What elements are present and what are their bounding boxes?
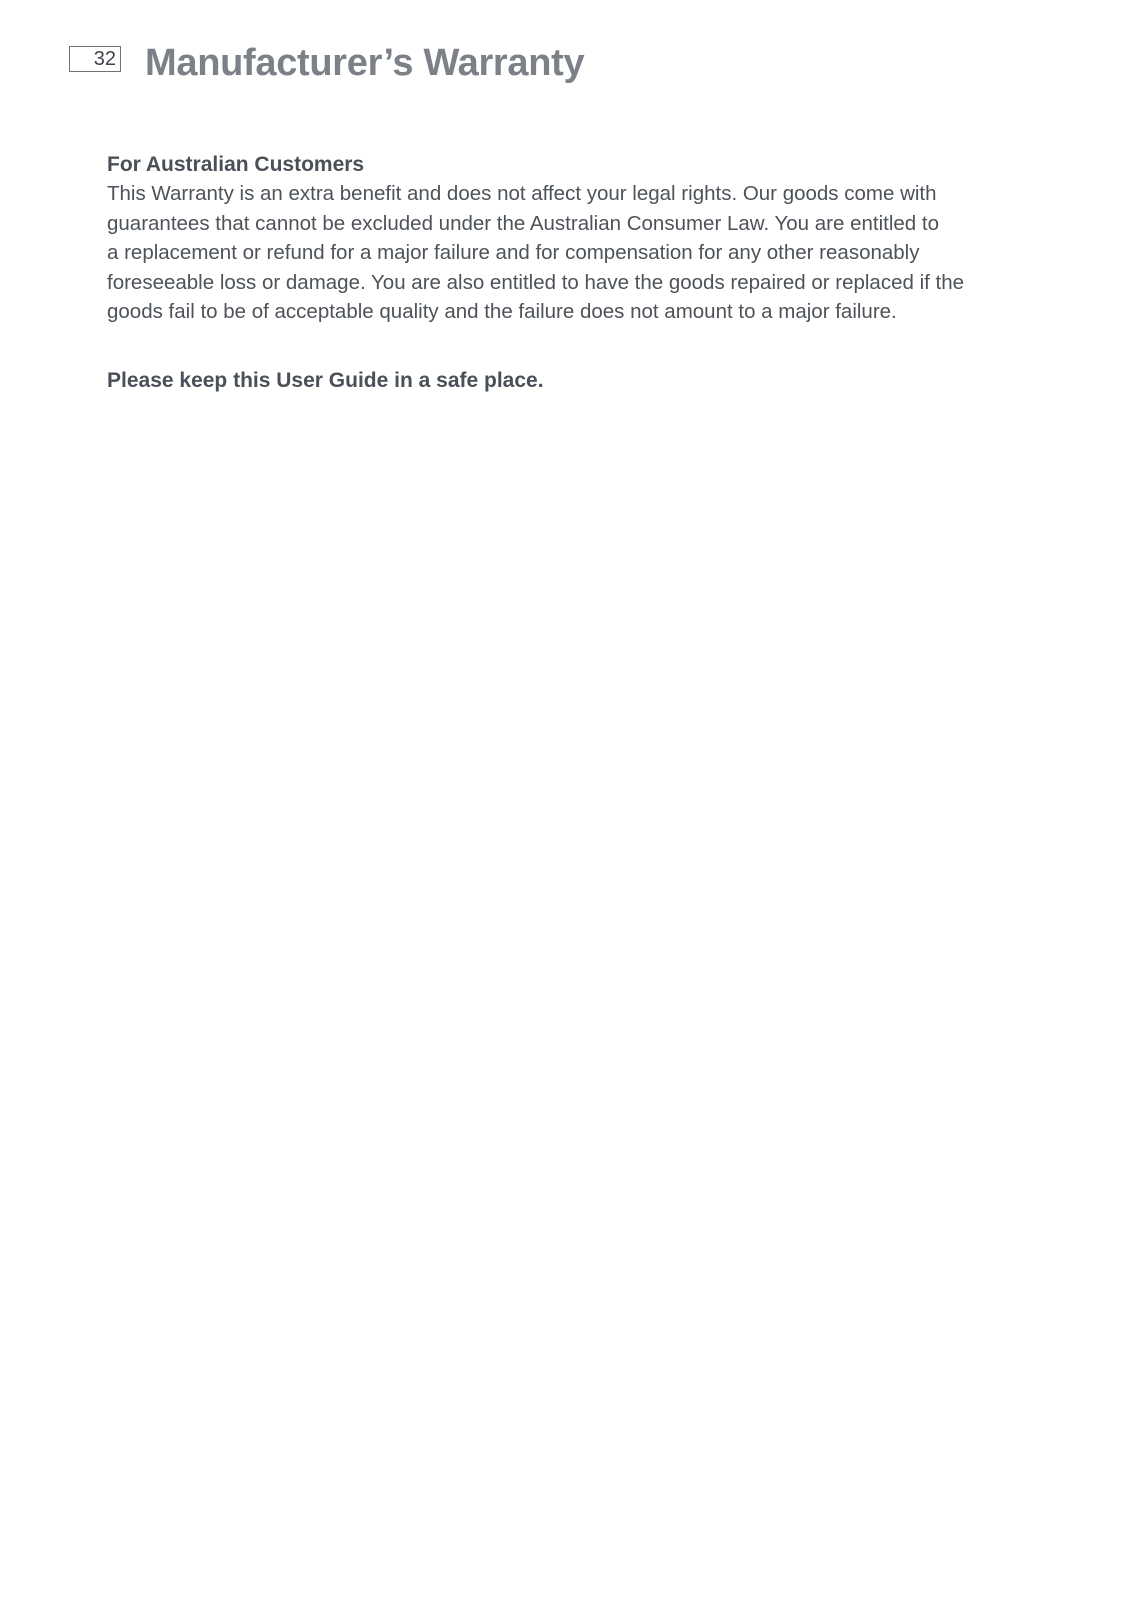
section-heading: For Australian Customers — [107, 153, 365, 176]
paragraph-line: foreseeable loss or damage. You are also entitled to have the goods repaired or replaced if the — [107, 270, 965, 294]
paragraph-line: goods fail to be of acceptable quality and the failure does not amount to a major failure. — [107, 300, 897, 323]
page-content — [107, 150, 1037, 395]
paragraph-line: a replacement or refund for a major failure and for compensation for any other reasonably — [107, 241, 920, 264]
page-number: 32 — [69, 46, 121, 72]
warranty-paragraph — [107, 179, 1037, 327]
paragraph-line: This Warranty is an extra benefit and does not affect your legal rights. Our goods come with — [107, 182, 937, 205]
paragraph-line: guarantees that cannot be excluded under the Australian Consumer Law. You are entitled to — [107, 211, 939, 235]
closing-note: Please keep this User Guide in a safe place. — [107, 368, 544, 392]
page-title: Manufacturer’s Warranty — [145, 42, 585, 84]
